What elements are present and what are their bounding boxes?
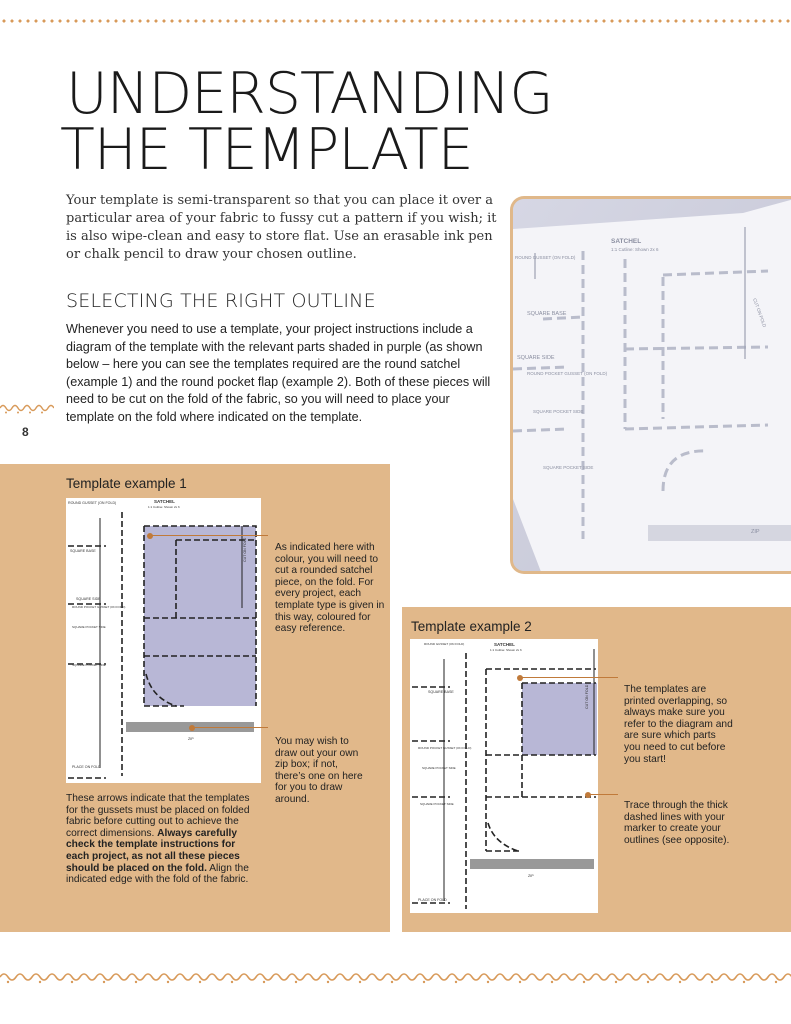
tpl1-label-cut-on-fold: CUT ON FOLD xyxy=(243,537,247,562)
photo-label-square-pocket-side-2: SQUARE POCKET SIDE xyxy=(543,465,594,470)
tpl2-label-satchel: SATCHEL xyxy=(494,642,515,647)
leader-line-zip xyxy=(192,727,268,728)
page-title xyxy=(60,61,553,183)
template-example-2-diagram xyxy=(410,639,598,913)
bottom-wave-border xyxy=(0,970,791,984)
photo-label-square-base: SQUARE BASE xyxy=(527,311,567,317)
page-number: 8 xyxy=(22,425,29,439)
leader-line-trace xyxy=(588,794,618,795)
tpl1-label-square-pocket-side: SQUARE POCKET SIDE xyxy=(72,625,106,629)
tpl1-label-satchel: SATCHEL xyxy=(154,499,175,504)
tpl1-label-square-pocket-side-2: SQUARE POCKET SIDE xyxy=(72,663,106,667)
photo-label-satchel-sub: 1:1 Cutline: Shown 2x 6 xyxy=(611,247,659,252)
leader-line-colour xyxy=(150,535,268,536)
section-heading: SELECTING THE RIGHT OUTLINE xyxy=(66,290,376,312)
note-arrows xyxy=(66,793,258,886)
top-dotted-border xyxy=(0,18,791,24)
section-body: Whenever you need to use a template, your project instructions include a diagram of the template with the relevant parts shaded in purple (as shown below – here you can see the templates required are the round satchel (example 1) and the round pocket flap (example 2). Both of these pieces will need to be cut on the fold of the fabric, so you will need to place your template on the fold where indicated on the template. xyxy=(66,322,491,424)
note-trace: Trace through the thick dashed lines with your marker to create your outlines (see opposite). xyxy=(624,800,730,846)
page-title-line1: UNDERSTANDING xyxy=(66,61,553,127)
tpl2-label-place-on-fold: PLACE ON FOLD xyxy=(418,898,447,902)
tpl1-label-square-side: SQUARE SIDE xyxy=(76,597,101,601)
template-photo xyxy=(510,196,791,574)
leader-line-overlap xyxy=(520,677,618,678)
page-title-line2: THE TEMPLATE xyxy=(60,117,473,183)
tpl2-label-satchel-sub: 1:1 Cutline: Shown 2x 6 xyxy=(490,648,522,652)
side-wave-marker xyxy=(0,402,54,414)
note-colour: As indicated here with colour, you will need to cut a rounded satchel piece, on the fold. For every project, each template type is given in this way, coloured for easy reference. xyxy=(275,542,385,635)
example-2-title: Template example 2 xyxy=(411,619,532,634)
tpl2-label-cut-on-fold: CUT ON FOLD xyxy=(585,684,589,709)
intro-paragraph: Your template is semi-transparent so that you can place it over a particular area of your fabric to fussy cut a pattern if you wish; it is also wipe-clean and easy to store flat. Use an erasable ink pen or chalk pencil to draw your chosen outline. xyxy=(66,193,497,262)
tpl1-label-round-pocket-gusset: ROUND POCKET GUSSET (ON FOLD) xyxy=(72,605,126,609)
note-overlap: The templates are printed overlapping, so always make sure you refer to the diagram and are sure which parts you need to cut before you start! xyxy=(624,684,733,765)
tpl2-label-square-pocket-side-2: SQUARE POCKET SIDE xyxy=(420,802,454,806)
tpl2-label-round-gusset: ROUND GUSSET (ON FOLD) xyxy=(424,642,465,646)
tpl2-label-zip: ZIP xyxy=(528,874,534,878)
note-arrows-plain: These arrows indicate that the templates for the gussets must be placed on folded fabric before cutting out to achieve the correct dimensions. xyxy=(66,793,250,839)
tpl1-label-zip: ZIP xyxy=(188,737,194,741)
tpl2-label-square-pocket-side: SQUARE POCKET SIDE xyxy=(422,766,456,770)
photo-label-square-pocket-side: SQUARE POCKET SIDE xyxy=(533,409,584,414)
tpl1-label-round-gusset: ROUND GUSSET (ON FOLD) xyxy=(68,501,117,505)
tpl1-label-square-base: SQUARE BASE xyxy=(70,549,96,553)
note-arrows-end: Align the indicated edge with the fold of the fabric. xyxy=(66,862,249,886)
tpl1-label-place-on-fold: PLACE ON FOLD xyxy=(72,765,101,769)
photo-label-round-gusset: ROUND GUSSET (ON FOLD) xyxy=(515,255,576,260)
tpl1-label-satchel-sub: 1:1 Cutline: Shown 2x 6 xyxy=(148,505,180,509)
photo-label-square-side: SQUARE SIDE xyxy=(517,355,555,361)
note-zip: You may wish to draw out your own zip box; if not, there’s one on here for you to draw around. xyxy=(275,736,363,805)
shaded-satchel-region xyxy=(144,526,256,706)
photo-label-satchel: SATCHEL xyxy=(611,238,642,245)
example-1-title: Template example 1 xyxy=(66,476,187,491)
note-arrows-bold: Always carefully check the template instructions for each project, as not all these pieces should be placed on the fold. xyxy=(66,827,240,874)
photo-label-cut-on-fold: CUT ON FOLD xyxy=(752,297,768,328)
photo-label-zip: ZIP xyxy=(751,529,760,535)
template-photo-illustration xyxy=(513,199,791,574)
tpl2-label-square-base: SQUARE BASE xyxy=(428,690,454,694)
template-example-1-diagram xyxy=(66,498,261,783)
photo-label-round-pocket-gusset: ROUND POCKET GUSSET (ON FOLD) xyxy=(527,371,608,376)
tpl2-label-round-pocket-gusset: ROUND POCKET GUSSET (ON FOLD) xyxy=(418,746,472,750)
